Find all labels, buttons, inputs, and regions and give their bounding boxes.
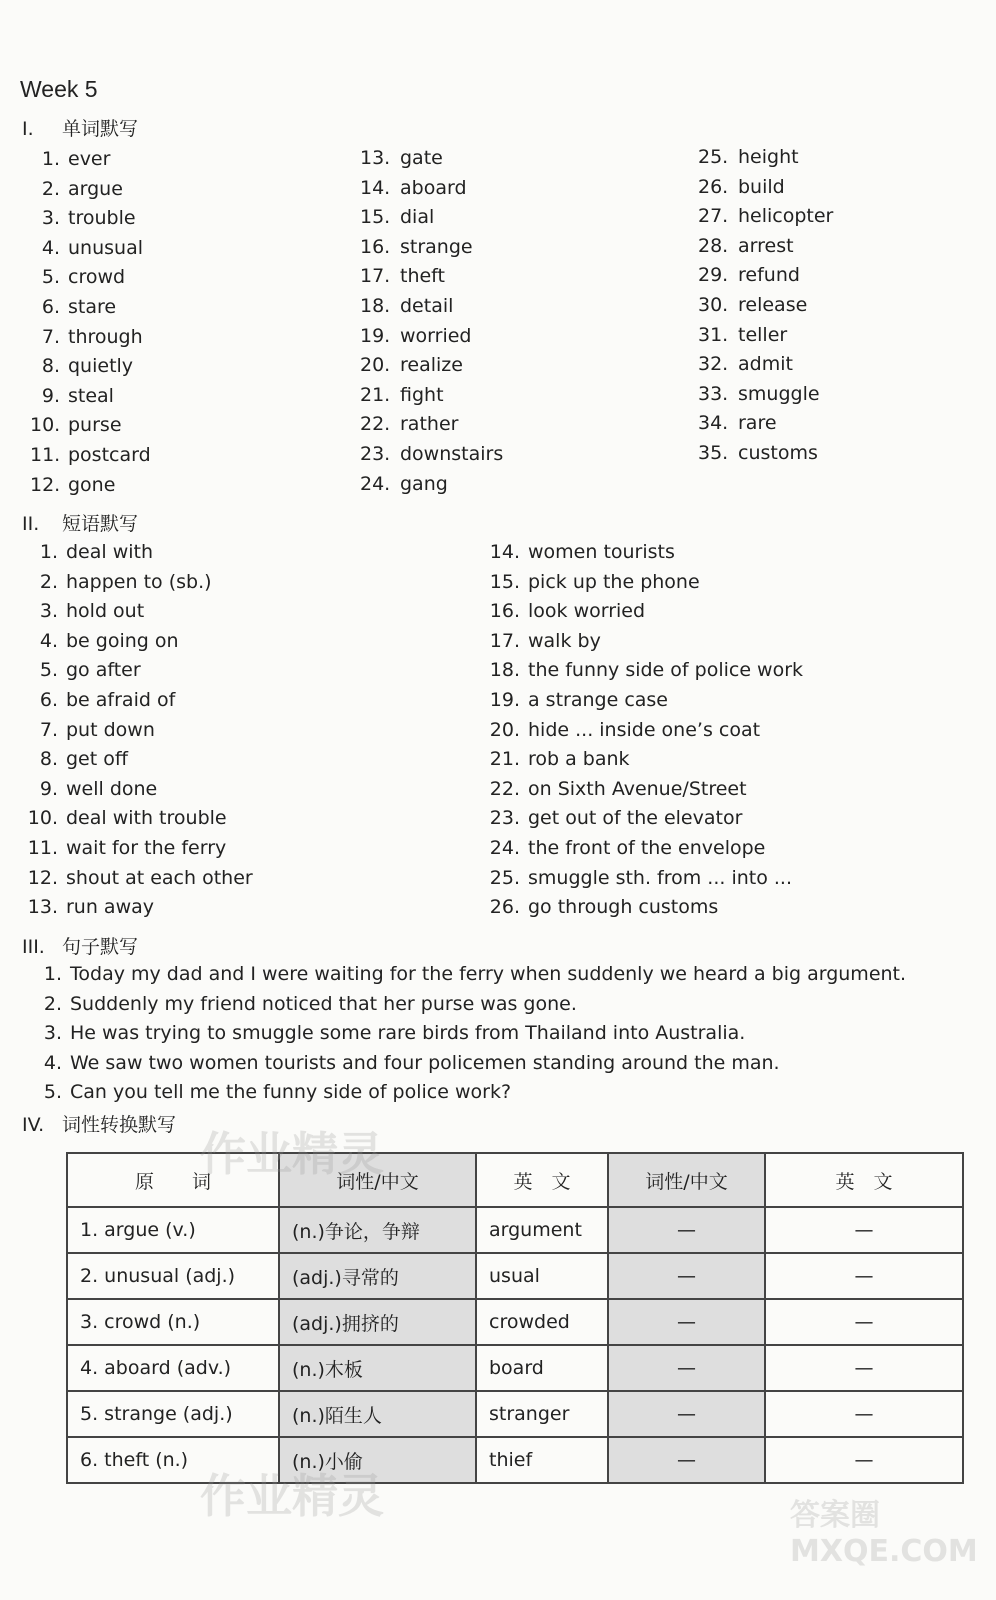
section-number: I.	[22, 118, 34, 140]
table-cell: (n.)木板	[279, 1345, 476, 1391]
item-text: crowd	[68, 266, 126, 289]
item-text: rather	[400, 413, 459, 436]
item-text: dial	[400, 206, 435, 229]
word-item	[30, 382, 151, 412]
item-number: 30.	[698, 293, 729, 316]
phrase-item	[488, 804, 803, 834]
table-row	[67, 1391, 963, 1437]
phrase-item	[26, 686, 253, 716]
item-text: smuggle sth. from ... into ...	[528, 866, 793, 889]
item-number: 24.	[489, 836, 520, 859]
item-text: hold out	[66, 600, 145, 623]
item-text: trouble	[68, 207, 136, 230]
table-cell: 1. argue (v.)	[67, 1207, 279, 1253]
item-text: wait for the ferry	[66, 836, 227, 859]
item-number: 7.	[41, 325, 60, 348]
item-text: argue	[68, 177, 123, 200]
item-text: Today my dad and I were waiting for the ferry when suddenly we heard a big argument.	[70, 963, 907, 985]
word-item	[30, 145, 151, 175]
item-number: 13.	[360, 147, 391, 169]
item-text: smuggle	[738, 382, 820, 405]
item-number: 18.	[360, 294, 391, 317]
item-number: 19.	[360, 324, 391, 347]
item-text: happen to (sb.)	[66, 570, 212, 593]
item-text: run away	[66, 896, 155, 919]
phrase-item	[26, 775, 253, 805]
table-cell: —	[608, 1253, 765, 1299]
item-text: through	[68, 325, 143, 348]
item-text: unusual	[68, 236, 143, 259]
item-number: 25.	[698, 146, 729, 168]
watermark: 作业精灵	[200, 1469, 384, 1523]
item-number: 22.	[360, 413, 391, 436]
item-text: We saw two women tourists and four policemen standing around the man.	[70, 1051, 780, 1074]
section-number: IV.	[22, 1114, 45, 1136]
item-number: 4.	[41, 236, 60, 259]
word-item	[30, 175, 151, 205]
item-number: 9.	[39, 777, 58, 800]
table-cell: —	[765, 1391, 963, 1437]
section-2-heading	[22, 509, 138, 536]
table-cell: crowded	[476, 1299, 608, 1345]
item-number: 26.	[698, 175, 729, 198]
phrase-item	[488, 864, 803, 894]
table-row	[67, 1345, 963, 1391]
item-number: 7.	[39, 718, 58, 741]
item-text: postcard	[68, 443, 151, 466]
word-item	[360, 381, 503, 411]
item-number: 11.	[27, 836, 58, 859]
item-number: 5.	[39, 659, 58, 682]
phrase-item	[26, 745, 253, 775]
item-number: 1.	[39, 541, 58, 563]
section-number: II.	[22, 513, 40, 535]
word-form-table	[66, 1152, 964, 1484]
word-item	[30, 323, 151, 353]
item-text: helicopter	[738, 205, 834, 228]
word-item	[360, 440, 503, 470]
item-number: 2.	[39, 570, 58, 593]
item-number: 21.	[489, 748, 520, 771]
word-list-col1	[30, 145, 151, 500]
item-number: 19.	[489, 688, 520, 711]
table-cell: 2. unusual (adj.)	[67, 1253, 279, 1299]
word-list-col3	[698, 143, 833, 469]
item-text: worried	[400, 324, 472, 347]
item-text: height	[738, 146, 799, 168]
section-4-heading	[22, 1110, 176, 1137]
phrase-item	[488, 568, 803, 598]
item-text: look worried	[528, 600, 646, 623]
item-number: 17.	[360, 265, 391, 288]
sentence-list	[38, 960, 906, 1108]
item-number: 8.	[41, 355, 60, 378]
item-text: be going on	[66, 629, 179, 652]
item-text: steal	[68, 384, 114, 407]
item-text: arrest	[738, 234, 794, 257]
word-item	[360, 470, 503, 500]
table-cell: —	[608, 1391, 765, 1437]
item-text: go after	[66, 659, 141, 682]
phrase-item	[26, 538, 253, 568]
table-cell: (adj.)寻常的	[279, 1253, 476, 1299]
item-number: 15.	[489, 570, 520, 593]
item-number: 3.	[41, 207, 60, 230]
item-number: 9.	[41, 384, 60, 407]
item-text: refund	[738, 264, 800, 287]
section-title: 句子默写	[62, 936, 139, 958]
item-text: ever	[68, 148, 111, 170]
word-item	[698, 350, 833, 380]
table-cell: —	[608, 1437, 765, 1483]
word-item	[30, 471, 151, 501]
item-number: 8.	[39, 748, 58, 771]
word-item	[30, 234, 151, 264]
item-number: 15.	[360, 206, 391, 229]
item-text: get off	[66, 748, 128, 771]
table-cell: (n.)小偷	[279, 1437, 476, 1483]
table-cell: usual	[476, 1253, 608, 1299]
item-number: 3.	[43, 1022, 62, 1045]
item-text: quietly	[68, 355, 134, 378]
item-text: get out of the elevator	[528, 807, 743, 830]
word-item	[30, 204, 151, 234]
item-text: downstairs	[400, 442, 504, 465]
item-number: 13.	[27, 896, 58, 919]
item-number: 1.	[41, 148, 60, 170]
table-cell: (n.)争论，争辩	[279, 1207, 476, 1253]
word-item	[360, 203, 503, 233]
item-text: gate	[400, 147, 443, 169]
item-text: realize	[400, 354, 463, 377]
item-number: 32.	[698, 353, 729, 376]
item-text: He was trying to smuggle some rare birds from Thailand into Australia.	[70, 1022, 746, 1045]
word-item	[698, 261, 833, 291]
phrase-item	[26, 893, 253, 923]
phrase-item	[488, 716, 803, 746]
word-item	[360, 322, 503, 352]
item-text: stare	[68, 295, 117, 318]
table-header: 英 文	[765, 1153, 963, 1207]
item-number: 14.	[489, 541, 520, 563]
table-cell: —	[608, 1299, 765, 1345]
item-text: the front of the envelope	[528, 836, 766, 859]
table-cell: 3. crowd (n.)	[67, 1299, 279, 1345]
phrase-item	[488, 834, 803, 864]
section-title: 短语默写	[62, 513, 139, 535]
table-cell: —	[765, 1299, 963, 1345]
item-text: the funny side of police work	[528, 659, 804, 682]
item-number: 6.	[41, 295, 60, 318]
item-text: shout at each other	[66, 866, 253, 889]
word-item	[698, 439, 833, 469]
item-number: 29.	[698, 264, 729, 287]
phrase-item	[488, 627, 803, 657]
item-text: gang	[400, 472, 448, 495]
item-number: 10.	[27, 807, 58, 830]
item-text: release	[738, 293, 808, 316]
word-item	[360, 351, 503, 381]
table-cell: —	[765, 1253, 963, 1299]
sentence-item	[38, 960, 906, 990]
word-list-col2	[360, 144, 503, 499]
page-title: Week 5	[20, 76, 98, 102]
table-cell: thief	[476, 1437, 608, 1483]
table-row	[67, 1299, 963, 1345]
item-text: hide ... inside one’s coat	[528, 718, 761, 741]
item-number: 16.	[360, 235, 391, 258]
item-number: 24.	[360, 472, 391, 495]
table-header: 词性/中文	[279, 1153, 476, 1207]
item-number: 6.	[39, 688, 58, 711]
phrase-item	[26, 568, 253, 598]
item-text: well done	[66, 777, 158, 800]
item-text: theft	[400, 265, 445, 288]
item-number: 12.	[27, 866, 58, 889]
item-number: 1.	[43, 963, 62, 985]
item-number: 22.	[489, 777, 520, 800]
item-number: 35.	[698, 441, 729, 464]
item-number: 12.	[30, 473, 61, 496]
word-item	[698, 380, 833, 410]
word-item	[698, 321, 833, 351]
item-number: 14.	[360, 176, 391, 199]
table-cell: —	[608, 1207, 765, 1253]
table-cell: —	[765, 1437, 963, 1483]
item-number: 21.	[360, 383, 391, 406]
sentence-item	[38, 1019, 906, 1049]
word-item	[360, 410, 503, 440]
phrase-item	[26, 864, 253, 894]
watermark: 答案圈 MXQE.COM	[790, 1498, 978, 1569]
section-title: 词性转换默写	[62, 1114, 177, 1136]
item-text: admit	[738, 353, 793, 376]
item-text: put down	[66, 718, 155, 741]
sentence-item	[38, 1078, 906, 1108]
item-text: customs	[738, 441, 818, 464]
word-item	[698, 409, 833, 439]
item-text: be afraid of	[66, 688, 176, 711]
item-number: 4.	[43, 1051, 62, 1074]
item-number: 4.	[39, 629, 58, 652]
item-text: walk by	[528, 629, 601, 652]
item-number: 2.	[41, 177, 60, 200]
table-cell: (adj.)拥挤的	[279, 1299, 476, 1345]
item-number: 23.	[360, 442, 391, 465]
watermark: 作业精灵	[200, 1127, 384, 1181]
item-number: 2.	[43, 992, 62, 1015]
item-text: fight	[400, 383, 444, 406]
item-number: 20.	[360, 354, 391, 377]
phrase-item	[488, 686, 803, 716]
phrase-list-col2	[488, 538, 803, 923]
phrase-item	[488, 745, 803, 775]
word-item	[360, 262, 503, 292]
item-text: deal with trouble	[66, 807, 227, 830]
table-header: 原 词	[67, 1153, 279, 1207]
sentence-item	[38, 990, 906, 1020]
item-number: 34.	[698, 412, 729, 435]
phrase-item	[488, 775, 803, 805]
item-text: go through customs	[528, 896, 719, 919]
phrase-item	[26, 627, 253, 657]
item-text: pick up the phone	[528, 570, 700, 593]
item-text: Can you tell me the funny side of police work?	[70, 1081, 512, 1104]
item-text: rob a bank	[528, 748, 630, 771]
phrase-list-col1	[26, 538, 253, 923]
item-text: Suddenly my friend noticed that her purse was gone.	[70, 992, 577, 1015]
item-number: 28.	[698, 234, 729, 257]
item-number: 3.	[39, 600, 58, 623]
item-text: strange	[400, 235, 473, 258]
item-text: rare	[738, 412, 777, 435]
item-number: 11.	[30, 443, 61, 466]
item-number: 5.	[43, 1081, 62, 1104]
item-number: 33.	[698, 382, 729, 405]
table-cell: 4. aboard (adv.)	[67, 1345, 279, 1391]
item-text: purse	[68, 414, 122, 437]
phrase-item	[26, 834, 253, 864]
word-item	[698, 173, 833, 203]
word-item	[698, 232, 833, 262]
section-3-heading	[22, 932, 138, 959]
phrase-item	[488, 656, 803, 686]
table-cell: —	[765, 1345, 963, 1391]
section-title: 单词默写	[62, 118, 139, 140]
item-text: a strange case	[528, 688, 668, 711]
item-number: 18.	[489, 659, 520, 682]
table-cell: argument	[476, 1207, 608, 1253]
phrase-item	[488, 538, 803, 568]
phrase-item	[26, 597, 253, 627]
item-text: build	[738, 175, 785, 198]
word-item	[30, 411, 151, 441]
word-item	[698, 291, 833, 321]
item-number: 25.	[489, 866, 520, 889]
word-item	[360, 174, 503, 204]
phrase-item	[488, 597, 803, 627]
word-item	[360, 292, 503, 322]
item-text: on Sixth Avenue/Street	[528, 777, 747, 800]
phrase-item	[26, 656, 253, 686]
table-header: 英 文	[476, 1153, 608, 1207]
table-cell: board	[476, 1345, 608, 1391]
table-header: 词性/中文	[608, 1153, 765, 1207]
item-number: 20.	[489, 718, 520, 741]
phrase-item	[488, 893, 803, 923]
phrase-item	[26, 804, 253, 834]
table-row	[67, 1253, 963, 1299]
table-cell: (n.)陌生人	[279, 1391, 476, 1437]
section-1-heading	[22, 114, 138, 141]
table-cell: stranger	[476, 1391, 608, 1437]
table-row	[67, 1207, 963, 1253]
word-item	[698, 202, 833, 232]
word-item	[360, 233, 503, 263]
word-item	[698, 143, 833, 173]
word-item	[360, 144, 503, 174]
phrase-item	[26, 716, 253, 746]
section-number: III.	[22, 936, 45, 958]
table-cell: 5. strange (adj.)	[67, 1391, 279, 1437]
item-text: detail	[400, 294, 454, 317]
table-cell: —	[608, 1345, 765, 1391]
item-text: gone	[68, 473, 116, 496]
item-number: 31.	[698, 323, 729, 346]
word-item	[30, 441, 151, 471]
item-text: deal with	[66, 541, 154, 563]
word-item	[30, 293, 151, 323]
item-number: 26.	[489, 896, 520, 919]
item-number: 16.	[489, 600, 520, 623]
word-item	[30, 263, 151, 293]
item-text: teller	[738, 323, 788, 346]
item-number: 17.	[489, 629, 520, 652]
item-text: aboard	[400, 176, 467, 199]
item-number: 5.	[41, 266, 60, 289]
item-number: 10.	[30, 414, 61, 437]
item-number: 27.	[698, 205, 729, 228]
word-item	[30, 352, 151, 382]
table-cell: —	[765, 1207, 963, 1253]
item-number: 23.	[489, 807, 520, 830]
table-cell: 6. theft (n.)	[67, 1437, 279, 1483]
item-text: women tourists	[528, 541, 675, 563]
sentence-item	[38, 1049, 906, 1079]
